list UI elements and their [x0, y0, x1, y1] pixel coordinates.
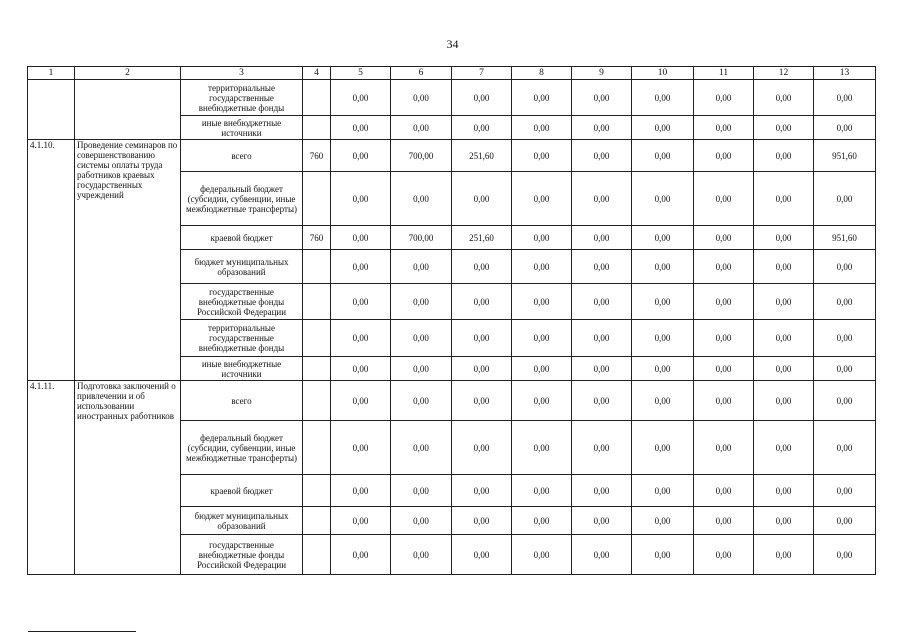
column-4-value	[303, 475, 331, 507]
amount-cell: 0,00	[814, 507, 876, 535]
amount-cell: 700,00	[391, 226, 452, 250]
amount-cell: 0,00	[754, 507, 814, 535]
amount-cell: 0,00	[572, 507, 632, 535]
amount-cell: 0,00	[331, 80, 391, 116]
amount-cell: 0,00	[572, 535, 632, 575]
amount-cell: 0,00	[452, 172, 512, 226]
amount-cell: 0,00	[754, 172, 814, 226]
amount-cell: 0,00	[754, 80, 814, 116]
amount-cell: 0,00	[754, 250, 814, 284]
amount-cell: 0,00	[331, 421, 391, 475]
amount-cell: 0,00	[512, 116, 572, 140]
amount-cell: 0,00	[512, 140, 572, 172]
funding-source: государственные внебюджетные фонды Российской Федерации	[181, 535, 303, 575]
funding-source: территориальные государственные внебюджетные фонды	[181, 320, 303, 357]
amount-cell: 0,00	[512, 507, 572, 535]
funding-source: бюджет муниципальных образований	[181, 250, 303, 284]
amount-cell: 0,00	[391, 475, 452, 507]
amount-cell: 0,00	[391, 116, 452, 140]
amount-cell: 0,00	[754, 357, 814, 381]
amount-cell: 0,00	[572, 320, 632, 357]
page-number: 34	[446, 37, 459, 51]
amount-cell: 0,00	[694, 421, 754, 475]
amount-cell: 0,00	[754, 381, 814, 421]
amount-cell: 0,00	[391, 357, 452, 381]
amount-cell: 0,00	[512, 475, 572, 507]
amount-cell: 251,60	[452, 226, 512, 250]
funding-source: федеральный бюджет (субсидии, субвенции, иные межбюджетные трансферты)	[181, 172, 303, 226]
amount-cell: 0,00	[331, 320, 391, 357]
amount-cell: 0,00	[814, 421, 876, 475]
amount-cell: 951,60	[814, 226, 876, 250]
amount-cell: 0,00	[331, 226, 391, 250]
amount-cell: 0,00	[391, 250, 452, 284]
amount-cell: 0,00	[391, 381, 452, 421]
amount-cell: 0,00	[694, 250, 754, 284]
amount-cell: 0,00	[632, 284, 694, 320]
amount-cell: 0,00	[814, 535, 876, 575]
column-4-value	[303, 116, 331, 140]
amount-cell: 0,00	[694, 357, 754, 381]
column-4-value	[303, 320, 331, 357]
amount-cell: 0,00	[632, 226, 694, 250]
column-header: 4	[303, 67, 331, 80]
amount-cell: 0,00	[572, 284, 632, 320]
amount-cell: 0,00	[572, 226, 632, 250]
amount-cell: 0,00	[512, 80, 572, 116]
column-header: 8	[512, 67, 572, 80]
table-row	[28, 381, 876, 421]
amount-cell: 0,00	[512, 172, 572, 226]
amount-cell: 700,00	[391, 140, 452, 172]
amount-cell: 0,00	[452, 381, 512, 421]
column-4-value	[303, 507, 331, 535]
amount-cell: 0,00	[814, 381, 876, 421]
amount-cell: 0,00	[572, 250, 632, 284]
amount-cell: 0,00	[572, 421, 632, 475]
amount-cell: 0,00	[754, 535, 814, 575]
amount-cell: 0,00	[572, 116, 632, 140]
footnote-separator	[28, 631, 136, 632]
amount-cell: 0,00	[452, 116, 512, 140]
amount-cell: 0,00	[331, 535, 391, 575]
table-row	[28, 80, 876, 116]
amount-cell: 0,00	[694, 284, 754, 320]
column-header: 9	[572, 67, 632, 80]
column-header: 13	[814, 67, 876, 80]
amount-cell: 951,60	[814, 140, 876, 172]
amount-cell: 0,00	[512, 250, 572, 284]
column-4-value	[303, 381, 331, 421]
amount-cell: 0,00	[754, 116, 814, 140]
amount-cell: 0,00	[331, 357, 391, 381]
amount-cell: 0,00	[632, 475, 694, 507]
column-4-value	[303, 421, 331, 475]
amount-cell: 0,00	[572, 357, 632, 381]
amount-cell: 0,00	[391, 80, 452, 116]
column-header: 5	[331, 67, 391, 80]
amount-cell: 0,00	[814, 172, 876, 226]
amount-cell: 0,00	[331, 250, 391, 284]
column-4-value: 760	[303, 140, 331, 172]
amount-cell: 0,00	[754, 320, 814, 357]
amount-cell: 0,00	[632, 357, 694, 381]
measure-code: 4.1.10.	[28, 140, 75, 381]
amount-cell: 0,00	[814, 320, 876, 357]
amount-cell: 0,00	[754, 421, 814, 475]
amount-cell: 0,00	[694, 140, 754, 172]
amount-cell: 0,00	[694, 80, 754, 116]
column-header: 6	[391, 67, 452, 80]
amount-cell: 0,00	[694, 320, 754, 357]
funding-source: государственные внебюджетные фонды Российской Федерации	[181, 284, 303, 320]
column-4-value	[303, 357, 331, 381]
column-4-value	[303, 535, 331, 575]
amount-cell: 0,00	[694, 381, 754, 421]
amount-cell: 0,00	[331, 475, 391, 507]
amount-cell: 0,00	[452, 320, 512, 357]
amount-cell: 0,00	[512, 357, 572, 381]
measure-name: Проведение семинаров по совершенствованию системы оплаты труда работников краевых государственных учреждений	[75, 140, 181, 381]
amount-cell: 0,00	[814, 284, 876, 320]
amount-cell: 0,00	[452, 80, 512, 116]
carry-code-cell	[28, 80, 75, 140]
amount-cell: 0,00	[452, 475, 512, 507]
column-4-value	[303, 80, 331, 116]
amount-cell: 0,00	[331, 507, 391, 535]
amount-cell: 0,00	[632, 116, 694, 140]
amount-cell: 0,00	[391, 421, 452, 475]
amount-cell: 0,00	[331, 116, 391, 140]
carry-name-cell	[75, 80, 181, 140]
amount-cell: 0,00	[694, 475, 754, 507]
amount-cell: 0,00	[391, 507, 452, 535]
amount-cell: 0,00	[452, 284, 512, 320]
amount-cell: 0,00	[694, 116, 754, 140]
amount-cell: 0,00	[572, 80, 632, 116]
amount-cell: 0,00	[331, 140, 391, 172]
funding-source: федеральный бюджет (субсидии, субвенции, иные межбюджетные трансферты)	[181, 421, 303, 475]
column-4-value	[303, 172, 331, 226]
table-row	[28, 140, 876, 172]
funding-source: иные внебюджетные источники	[181, 116, 303, 140]
amount-cell: 0,00	[512, 226, 572, 250]
amount-cell: 0,00	[632, 250, 694, 284]
amount-cell: 0,00	[754, 140, 814, 172]
amount-cell: 0,00	[754, 284, 814, 320]
amount-cell: 0,00	[391, 284, 452, 320]
amount-cell: 0,00	[512, 421, 572, 475]
amount-cell: 0,00	[694, 226, 754, 250]
measure-code: 4.1.11.	[28, 381, 75, 575]
funding-source: всего	[181, 381, 303, 421]
amount-cell: 0,00	[452, 535, 512, 575]
amount-cell: 0,00	[632, 421, 694, 475]
amount-cell: 0,00	[814, 357, 876, 381]
column-4-value	[303, 250, 331, 284]
amount-cell: 0,00	[632, 172, 694, 226]
amount-cell: 0,00	[632, 381, 694, 421]
amount-cell: 0,00	[452, 250, 512, 284]
column-header: 10	[632, 67, 694, 80]
amount-cell: 0,00	[814, 250, 876, 284]
amount-cell: 0,00	[814, 80, 876, 116]
amount-cell: 0,00	[632, 140, 694, 172]
column-header: 11	[694, 67, 754, 80]
amount-cell: 0,00	[512, 381, 572, 421]
funding-source: территориальные государственные внебюджетные фонды	[181, 80, 303, 116]
funding-source: бюджет муниципальных образований	[181, 507, 303, 535]
amount-cell: 0,00	[512, 284, 572, 320]
amount-cell: 251,60	[452, 140, 512, 172]
amount-cell: 0,00	[452, 421, 512, 475]
column-header: 3	[181, 67, 303, 80]
amount-cell: 0,00	[391, 172, 452, 226]
amount-cell: 0,00	[632, 320, 694, 357]
amount-cell: 0,00	[512, 535, 572, 575]
amount-cell: 0,00	[632, 507, 694, 535]
column-4-value: 760	[303, 226, 331, 250]
amount-cell: 0,00	[391, 320, 452, 357]
amount-cell: 0,00	[331, 172, 391, 226]
amount-cell: 0,00	[512, 320, 572, 357]
funding-source: краевой бюджет	[181, 475, 303, 507]
column-4-value	[303, 284, 331, 320]
amount-cell: 0,00	[452, 357, 512, 381]
amount-cell: 0,00	[754, 226, 814, 250]
funding-source: всего	[181, 140, 303, 172]
funding-source: иные внебюджетные источники	[181, 357, 303, 381]
amount-cell: 0,00	[814, 116, 876, 140]
amount-cell: 0,00	[331, 381, 391, 421]
measure-name: Подготовка заключений о привлечении и об использовании иностранных работников	[75, 381, 181, 575]
column-header: 2	[75, 67, 181, 80]
amount-cell: 0,00	[694, 507, 754, 535]
budget-table	[27, 66, 876, 575]
amount-cell: 0,00	[572, 475, 632, 507]
amount-cell: 0,00	[694, 172, 754, 226]
funding-source: краевой бюджет	[181, 226, 303, 250]
amount-cell: 0,00	[694, 535, 754, 575]
amount-cell: 0,00	[572, 172, 632, 226]
column-header: 7	[452, 67, 512, 80]
header-row	[28, 67, 876, 80]
amount-cell: 0,00	[632, 535, 694, 575]
amount-cell: 0,00	[632, 80, 694, 116]
amount-cell: 0,00	[572, 381, 632, 421]
column-header: 1	[28, 67, 75, 80]
amount-cell: 0,00	[814, 475, 876, 507]
column-header: 12	[754, 67, 814, 80]
amount-cell: 0,00	[331, 284, 391, 320]
amount-cell: 0,00	[391, 535, 452, 575]
amount-cell: 0,00	[572, 140, 632, 172]
amount-cell: 0,00	[754, 475, 814, 507]
amount-cell: 0,00	[452, 507, 512, 535]
